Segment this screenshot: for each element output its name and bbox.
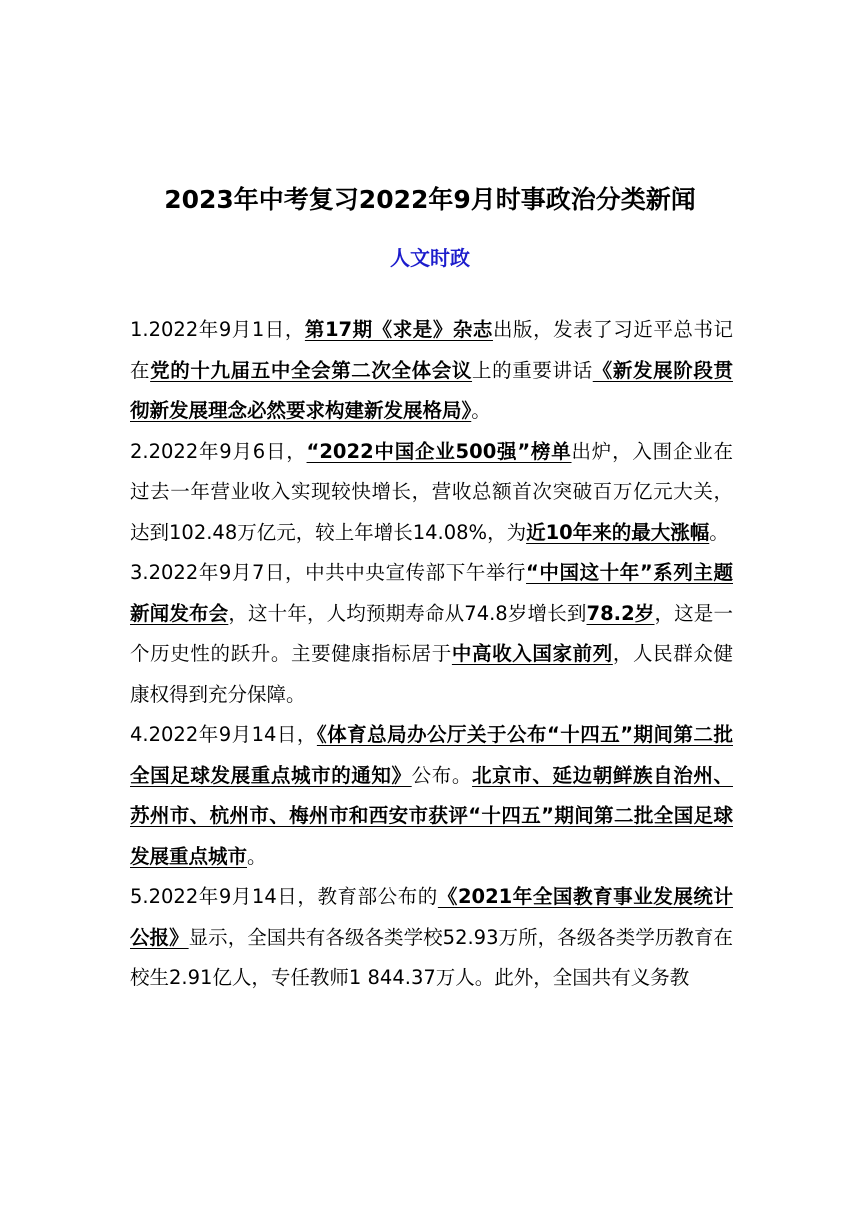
- news-text: 。: [471, 399, 491, 422]
- news-item: [130, 553, 733, 715]
- highlighted-text: 近10年来的最大涨幅: [526, 520, 710, 544]
- highlighted-text: 党的十九届五中全会第二次全体会议: [150, 358, 473, 382]
- highlighted-text: 《体育总局办公厅关于公布“十四五”期间第二批全国足球发展重点城市的通知》: [130, 723, 733, 787]
- news-item: [130, 432, 733, 554]
- news-item: [130, 715, 733, 877]
- news-text: 2.2022年9月6日，: [130, 439, 307, 463]
- news-item: [130, 877, 733, 999]
- highlighted-text: “中国这十年”系列主题新闻发布会: [130, 561, 733, 625]
- news-text: ，这是一个历史性的跃升。主要健康指标居于: [130, 601, 733, 665]
- news-text: 5.2022年9月14日，教育部公布的: [130, 885, 438, 908]
- section-heading: 人文时政: [390, 246, 470, 270]
- news-text: 1.2022年9月1日，: [130, 318, 305, 341]
- news-item: [130, 310, 733, 432]
- news-text: 出版，发表了习近平总书记在: [130, 318, 733, 382]
- news-text: 3.2022年9月7日，中共中央宣传部下午举行: [130, 561, 527, 584]
- highlighted-text: 第17期《求是》杂志: [304, 318, 493, 341]
- news-text: 。: [709, 520, 729, 544]
- news-text: ，这十年，人均预期寿命从74.8岁增长到: [228, 601, 587, 625]
- highlighted-text: 78.2岁: [586, 601, 655, 625]
- highlighted-text: “2022中国企业500强”榜单: [306, 439, 572, 463]
- news-text: 显示，全国共有各级各类学校52.93万所，各级各类学历教育在校生2.91亿人，专任教师1 844.37万人。此外，全国共有义务教: [130, 925, 733, 989]
- news-text: 出炉，入围企业在过去一年营业收入实现较快增长，营收总额首次突破百万亿元大关，达到102.48万亿元，较上年增长14.08%，为: [130, 439, 734, 544]
- document-title: 2023年中考复习2022年9月时事政治分类新闻: [164, 185, 696, 214]
- news-text: 公布。: [411, 763, 473, 787]
- news-list: [130, 310, 733, 999]
- highlighted-text: 中高收入国家前列: [451, 642, 613, 665]
- highlighted-text: 《新发展阶段贯彻新发展理念必然要求构建新发展格局》: [130, 358, 733, 422]
- news-text: 上的重要讲话: [472, 358, 593, 382]
- news-text: 。: [247, 844, 267, 868]
- highlighted-text: 北京市、延边朝鲜族自治州、苏州市、杭州市、梅州市和西安市获评“十四五”期间第二批全国足球发展重点城市: [130, 763, 733, 868]
- news-text: ，人民群众健康权得到充分保障。: [130, 642, 733, 706]
- news-text: 4.2022年9月14日，: [130, 723, 317, 746]
- highlighted-text: 《2021年全国教育事业发展统计公报》: [130, 885, 733, 949]
